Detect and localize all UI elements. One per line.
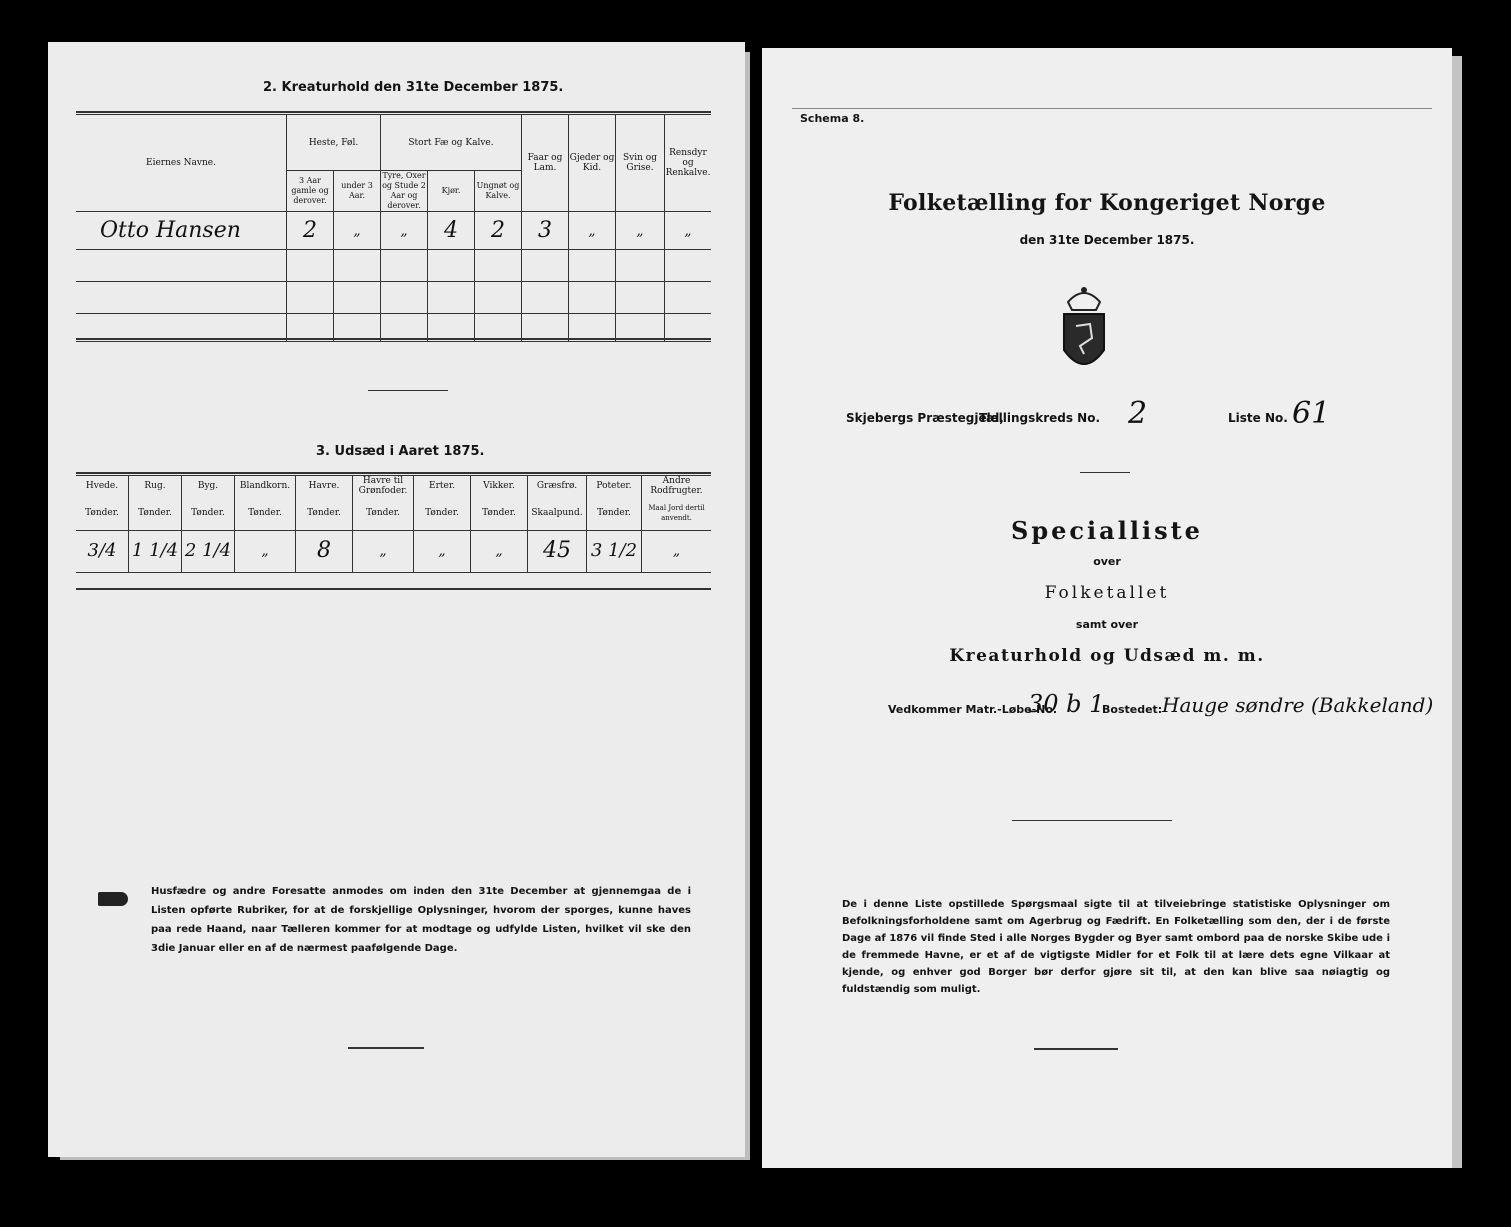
horses-a-value: 2 — [287, 212, 334, 250]
th-cattle-b: Kjør. — [428, 171, 475, 212]
parish-label: Skjebergs Præstegjeld, — [846, 411, 1004, 425]
cattle-b-value: 4 — [428, 212, 475, 250]
schema-label: Schema 8. — [800, 112, 865, 125]
unit-hvede: Tønder. — [76, 496, 129, 530]
matr-value: 30 b 1 — [1028, 690, 1105, 718]
reindeer-value: „ — [665, 212, 712, 250]
unit-graesfro: Skaalpund. — [528, 496, 587, 530]
byg-value: 2 1/4 — [182, 530, 235, 572]
unit-vikker: Tønder. — [471, 496, 528, 530]
owner-name: Otto Hansen — [76, 212, 287, 250]
notice-text: Husfædre og andre Foresatte anmodes om inden den 31te December at gjennemgaa de i Listen opførte Rubriker, for at de forskjellige Oplysninger, hvorom der sporges, kunne haves paa rede Haand, naar Tælleren kommer for at modtage og udfylde Listen, hvilket vil ske den 3die Januar eller en af de nærmest paafølgende Dage. — [151, 886, 691, 954]
district-value: 2 — [1128, 396, 1148, 431]
livestock-table — [76, 114, 711, 342]
pointing-hand-icon — [98, 892, 128, 906]
th-byg: Byg. — [182, 476, 235, 497]
blandkorn-value: „ — [235, 530, 296, 572]
short-divider — [1080, 472, 1130, 473]
unit-blandkorn: Tønder. — [235, 496, 296, 530]
sowing-row — [76, 530, 711, 572]
unit-havre: Tønder. — [296, 496, 353, 530]
th-graesfro: Græsfrø. — [528, 476, 587, 497]
coat-of-arms-icon — [1054, 280, 1114, 380]
list-value: 61 — [1292, 396, 1331, 431]
goats-value: „ — [569, 212, 616, 250]
unit-poteter: Tønder. — [587, 496, 642, 530]
hvede-value: 3/4 — [76, 530, 129, 572]
unit-rodfrugter: Maal Jord dertil anvendt. — [642, 496, 712, 530]
th-poteter: Poteter. — [587, 476, 642, 497]
pigs-value: „ — [616, 212, 665, 250]
empty-row — [76, 282, 711, 314]
th-hvede: Hvede. — [76, 476, 129, 497]
havre-gronfoder-value: „ — [353, 530, 414, 572]
th-havre-gronfoder: Havre til Grønfoder. — [353, 476, 414, 497]
faint-top-rule — [792, 108, 1432, 109]
th-blandkorn: Blandkorn. — [235, 476, 296, 497]
middle-divider — [1012, 820, 1172, 821]
th-cattle: Stort Fæ og Kalve. — [381, 115, 522, 171]
unit-havre-gronfoder: Tønder. — [353, 496, 414, 530]
info-paragraph: De i denne Liste opstillede Spørgsmaal sigte til at tilveiebringe statistiske Oplysninger om Befolkningsforholdene samt om Agerbrug og Fædrift. En Folketælling som den, der i de første Dage af 1876 vil finde Sted i alle Norges Bygder og Byer samt ombord paa de norske Skibe ude i de fremmede Havne, er et af de vigtigste Midler for et Folk til at lære dets egne Vilkaar at kjende, og enhver god Borger bør derfor gjøre sit til, at den kan blive saa nøiagtig og fuldstændig som muligt. — [842, 899, 1390, 995]
poteter-value: 3 1/2 — [587, 530, 642, 572]
livestock-row — [76, 212, 711, 250]
right-page — [762, 48, 1452, 1168]
th-horses: Heste, Føl. — [287, 115, 381, 171]
cattle-c-value: 2 — [475, 212, 522, 250]
vikker-value: „ — [471, 530, 528, 572]
th-erter: Erter. — [414, 476, 471, 497]
list-label: Liste No. — [1228, 411, 1288, 425]
matr-label: Vedkommer Matr.-Løbe-No. — [888, 703, 1058, 716]
unit-erter: Tønder. — [414, 496, 471, 530]
empty-row — [76, 250, 711, 282]
th-pigs: Svin og Grise. — [616, 115, 665, 212]
section3-title: 3. Udsæd i Aaret 1875. — [316, 444, 485, 459]
census-date: den 31te December 1875. — [1019, 233, 1195, 247]
havre-value: 8 — [296, 530, 353, 572]
section2-top-rule — [76, 111, 711, 113]
cattle-a-value: „ — [381, 212, 428, 250]
left-page — [48, 42, 745, 1157]
th-cattle-a: Tyre, Oxer og Stude 2 Aar og derover. — [382, 171, 426, 210]
unit-rug: Tønder. — [129, 496, 182, 530]
sheep-value: 3 — [522, 212, 569, 250]
over-label: over — [1093, 555, 1121, 568]
bosted-label: Bostedet: — [1102, 703, 1163, 716]
section3-bottom-rule — [76, 588, 711, 590]
section2-bottom-rule — [76, 338, 711, 340]
district-label: Tællingskreds No. — [979, 411, 1101, 425]
th-cattle-c: Ungnøt og Kalve. — [475, 171, 522, 212]
th-owner: Eiernes Navne. — [76, 115, 287, 212]
folketallet-title: Folketallet — [1044, 583, 1170, 603]
th-goats: Gjeder og Kid. — [569, 115, 616, 212]
rodfrugter-value: „ — [642, 530, 712, 572]
section3-top-rule — [76, 472, 711, 474]
th-horses-a: 3 Aar gamle og derover. — [287, 171, 334, 212]
graesfro-value: 45 — [528, 530, 587, 572]
bosted-value: Hauge søndre (Bakkeland) — [1162, 693, 1434, 717]
th-sheep: Faar og Lam. — [522, 115, 569, 212]
section2-title: 2. Kreaturhold den 31te December 1875. — [263, 80, 564, 95]
horses-b-value: „ — [334, 212, 381, 250]
unit-byg: Tønder. — [182, 496, 235, 530]
th-horses-b: under 3 Aar. — [334, 171, 381, 212]
th-rug: Rug. — [129, 476, 182, 497]
kreaturhold-title: Kreaturhold og Udsæd m. m. — [949, 646, 1265, 666]
specialliste-title: Specialliste — [1011, 516, 1203, 545]
th-vikker: Vikker. — [471, 476, 528, 497]
th-rodfrugter: Andre Rodfrugter. — [642, 476, 712, 497]
census-title: Folketælling for Kongeriget Norge — [888, 190, 1326, 216]
sowing-table — [76, 475, 711, 573]
bottom-divider — [1034, 1048, 1118, 1050]
short-divider — [368, 390, 448, 391]
rug-value: 1 1/4 — [129, 530, 182, 572]
erter-value: „ — [414, 530, 471, 572]
th-reindeer: Rensdyr og Renkalve. — [665, 115, 712, 212]
th-havre: Havre. — [296, 476, 353, 497]
samt-over-label: samt over — [1075, 618, 1139, 631]
bottom-divider — [348, 1047, 424, 1049]
